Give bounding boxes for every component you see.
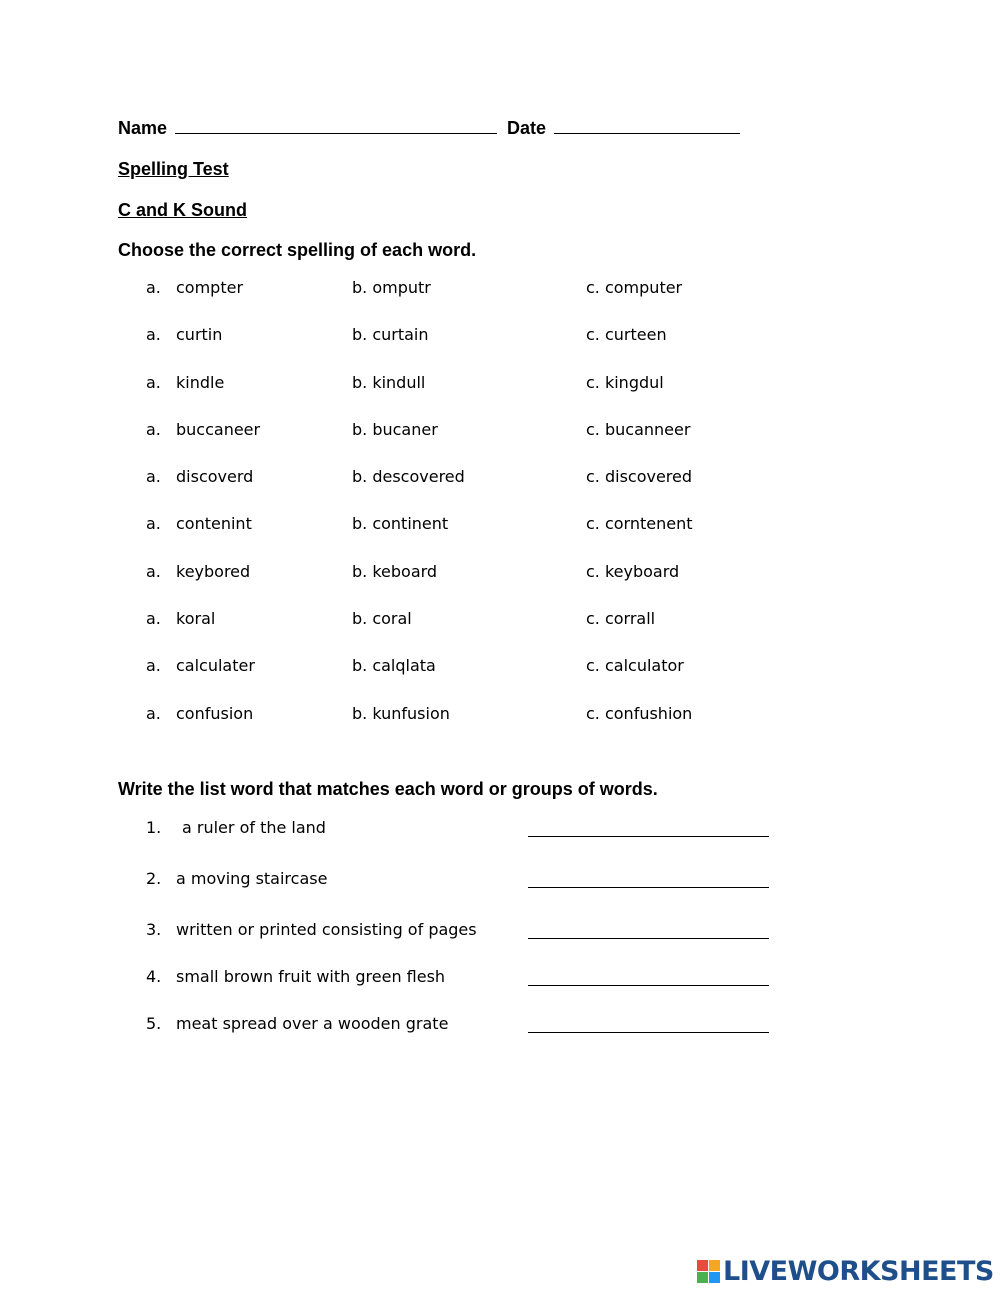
date-field[interactable] (554, 119, 740, 134)
mc-letter: a. (146, 419, 161, 439)
mc-letter: a. (146, 609, 161, 629)
name-label: Name (118, 118, 168, 138)
definition-text: written or printed consisting of pages (176, 920, 477, 939)
section2-instruction: Write the list word that matches each word or groups of words. (118, 779, 658, 799)
name-field[interactable] (175, 119, 497, 134)
option-b[interactable]: b. coral (352, 609, 412, 629)
mc-letter: a. (146, 703, 161, 723)
definition-text: meat spread over a wooden grate (176, 1014, 449, 1033)
definition-number: 1. (146, 818, 162, 837)
page-title: Spelling Test (118, 159, 229, 179)
definition-row (146, 920, 786, 944)
definition-row (146, 869, 786, 893)
date-label: Date (507, 118, 547, 138)
option-c[interactable]: c. curteen (586, 325, 667, 345)
option-a[interactable]: compter (176, 278, 244, 297)
definition-text: small brown fruit with green flesh (176, 967, 446, 986)
mc-letter: a. (146, 514, 161, 534)
definition-number: 4. (146, 967, 162, 986)
option-c[interactable]: c. computer (586, 278, 683, 297)
mc-row (146, 467, 846, 514)
logo-block (697, 1260, 708, 1271)
mc-letter: a. (146, 561, 161, 581)
option-a[interactable]: buccaneer (176, 419, 261, 439)
mc-letter: a. (146, 325, 161, 345)
mc-row (146, 656, 846, 703)
mc-row (146, 420, 846, 467)
option-a[interactable]: confusion (176, 703, 254, 723)
option-a[interactable]: calculater (176, 656, 255, 676)
mc-row (146, 325, 846, 372)
definition-row (146, 818, 786, 842)
option-a[interactable]: keybored (176, 561, 251, 581)
answer-blank[interactable] (528, 887, 769, 888)
definition-number: 5. (146, 1014, 162, 1033)
definition-row (146, 967, 786, 991)
mc-row (146, 609, 846, 656)
option-b[interactable]: b. keboard (352, 561, 438, 581)
multiple-choice-list (146, 278, 846, 751)
definition-number: 3. (146, 920, 162, 939)
logo-text: LIVEWORKSHEETS (723, 1256, 994, 1287)
option-c[interactable]: c. corrall (586, 609, 656, 629)
option-c[interactable]: c. bucanneer (586, 419, 691, 439)
option-a[interactable]: discoverd (176, 467, 254, 487)
mc-letter: a. (146, 467, 161, 487)
liveworksheets-logo[interactable] (697, 1256, 994, 1287)
option-b[interactable]: b. omputr (352, 278, 431, 297)
option-b[interactable]: b. descovered (352, 467, 465, 487)
option-b[interactable]: b. continent (352, 514, 449, 534)
section1-instruction: Choose the correct spelling of each word. (118, 240, 477, 260)
mc-letter: a. (146, 372, 161, 392)
definition-text: a moving staircase (176, 869, 328, 888)
definition-number: 2. (146, 869, 162, 888)
mc-row (146, 704, 846, 751)
header-row (118, 118, 750, 139)
mc-letter: a. (146, 278, 161, 297)
option-b[interactable]: b. bucaner (352, 419, 438, 439)
option-b[interactable]: b. calqlata (352, 656, 436, 676)
answer-blank[interactable] (528, 836, 769, 837)
option-c[interactable]: c. corntenent (586, 514, 693, 534)
option-a[interactable]: curtin (176, 325, 223, 345)
mc-row (146, 373, 846, 420)
option-c[interactable]: c. calculator (586, 656, 684, 676)
definition-text: a ruler of the land (182, 818, 326, 837)
option-a[interactable]: koral (176, 609, 216, 629)
option-c[interactable]: c. discovered (586, 467, 693, 487)
option-b[interactable]: b. kunfusion (352, 703, 450, 723)
answer-blank[interactable] (528, 1032, 769, 1033)
mc-row (146, 278, 846, 325)
mc-letter: a. (146, 656, 161, 676)
logo-block (709, 1272, 720, 1283)
mc-row (146, 514, 846, 561)
page-subtitle: C and K Sound (118, 200, 247, 220)
option-c[interactable]: c. kingdul (586, 372, 664, 392)
answer-blank[interactable] (528, 985, 769, 986)
logo-blocks-icon (697, 1260, 720, 1283)
logo-block (709, 1260, 720, 1271)
option-c[interactable]: c. keyboard (586, 561, 680, 581)
logo-block (697, 1272, 708, 1283)
option-b[interactable]: b. kindull (352, 372, 426, 392)
option-a[interactable]: kindle (176, 372, 225, 392)
mc-row (146, 562, 846, 609)
option-a[interactable]: contenint (176, 514, 252, 534)
definition-row (146, 1014, 786, 1038)
option-b[interactable]: b. curtain (352, 325, 429, 345)
answer-blank[interactable] (528, 938, 769, 939)
option-c[interactable]: c. confushion (586, 703, 693, 723)
